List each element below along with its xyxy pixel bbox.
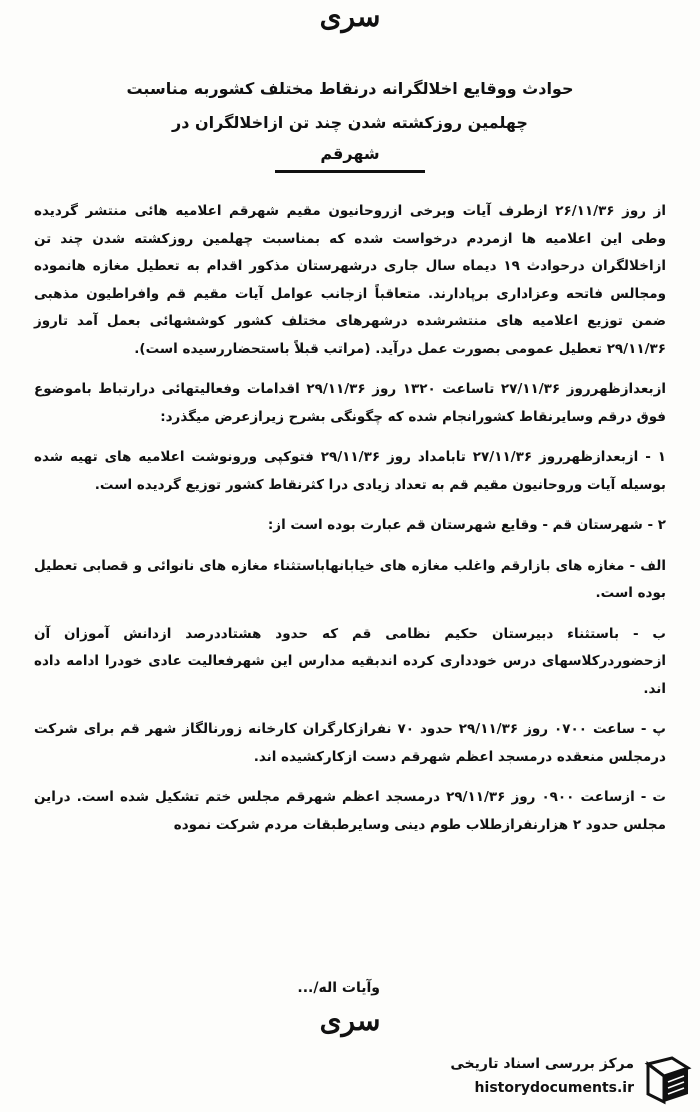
title-line-2: چهلمین روزکشته شدن چند تن ازاخلالگران در [172, 113, 528, 132]
title-underline [275, 170, 425, 173]
classification-footer: سری [319, 1004, 381, 1037]
paragraph-item-1: ۱ - ازبعدازظهرروز ۲۷/۱۱/۳۶ تابامداد روز ۲۹/۱۱/۳۶ فتوکپی ورونوشت اعلامیه های تهیه شده بوسیله آیات وروحانیون مقیم قم به تعداد زیادی درا کثرنقاط کشور توزیع گردیده است. [34, 449, 666, 493]
closing-text: وآیات اله/... [297, 980, 380, 996]
classification-header: سری [319, 0, 381, 33]
watermark-url: historydocuments.ir [474, 1080, 634, 1096]
document-title [60, 72, 640, 173]
watermark-name: مرکز بررسی اسناد تاریخی [450, 1056, 634, 1072]
book-logo-icon [642, 1054, 694, 1106]
paragraph-item-te: ت - ازساعت ۰۹۰۰ روز ۲۹/۱۱/۳۶ درمسجد اعظم شهرقم مجلس ختم تشکیل شده است. دراین مجلس حدود ۲ هزارنفرازطلاب طوم دینی وسایرطبقات مردم شرکت نموده [34, 789, 667, 833]
paragraph-intro: از روز ۲۶/۱۱/۳۶ ازطرف آیات وبرخی ازروحانیون مقیم شهرقم اعلامیه هائی منتشر گردیده وطی این اعلامیه ها ازمردم درخواست شده که بمناسبت چهلمین روزکشته شدن چند تن ازاخلالگران درحوادث ۱۹ دیماه سال جاری درشهرستان مذکور اقدام به تعطیل مغازه هانموده ومجالس فاتحه وعزاداری برپادارند. متعاقباً ازجانب عوامل آیات مقیم قم وافراطیون مذهبی ضمن توزیع اعلامیه های منتشرشده درشهرهای مختلف کشور کوششهائی بعمل آمد تاروز ۲۹/۱۱/۳۶ تعطیل عمومی بصورت عمل درآید. (مراتب قبلاً باستحضاررسیده است). [34, 203, 666, 357]
title-city: شهرقم [320, 144, 380, 163]
paragraph-item-be: ب - باستثناء دبیرستان حکیم نظامی قم که حدود هشتاددرصد ازدانش آموزان آن ازحضوردرکلاسهای درس خودداری کرده اندبقیه مدارس این شهرفعالیت عادی خودرا ادامه داده اند. [34, 625, 666, 697]
paragraph-summary: ازبعدازظهرروز ۲۷/۱۱/۳۶ تاساعت ۱۳۲۰ روز ۲۹/۱۱/۳۶ اقدامات وفعالیتهائی درارتباط باموضوع فوق درقم وسایرنقاط کشورانجام شده که چگونگی بشرح زیرازعرض میگذرد: [34, 381, 666, 425]
paragraph-item-alef: الف - مغازه های بازارقم واغلب مغازه های خیابانهاباستثناء مغازه های نانوائی و قصابی تعطیل بوده است. [34, 557, 666, 601]
document-body [34, 198, 666, 839]
paragraph-item-2: ۲ - شهرستان قم - وقایع شهرستان قم عبارت بوده است از: [267, 517, 666, 533]
watermark [408, 1052, 698, 1110]
title-line-1: حوادث ووقایع اخلالگرانه درنقاط مختلف کشوربه مناسبت [126, 79, 574, 98]
paragraph-item-pe: پ - ساعت ۰۷۰۰ روز ۲۹/۱۱/۳۶ حدود ۷۰ نفرازکارگران کارخانه زورنالگاز شهر قم برای شرکت درمجلس منعقده درمسجد اعظم شهرقم دست ازکارکشیده اند. [34, 721, 666, 765]
